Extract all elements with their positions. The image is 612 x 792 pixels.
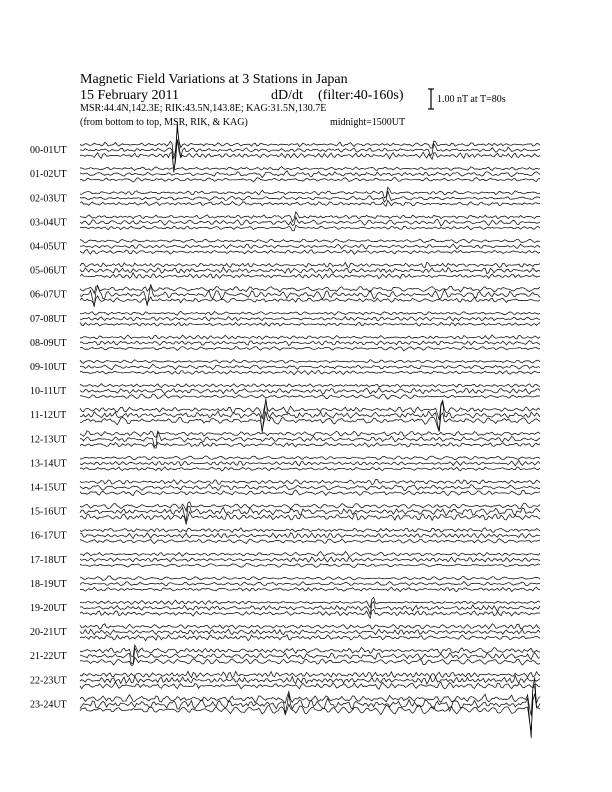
- trace-kag-23: [80, 694, 540, 731]
- trace-msr-18: [80, 576, 540, 581]
- component-label: dD/dt: [271, 88, 303, 103]
- chart-date: 15 February 2011: [80, 88, 180, 103]
- hour-label: 07-08UT: [30, 313, 67, 325]
- filter-label: (filter:40-160s): [318, 88, 404, 103]
- trace-msr-8: [80, 335, 540, 340]
- scale-label: 1.00 nT at T=80s: [437, 94, 506, 105]
- trace-msr-17: [80, 552, 540, 557]
- trace-kag-12: [80, 442, 540, 448]
- hour-label: 11-12UT: [30, 410, 67, 422]
- station-coordinates: MSR:44.4N,142.3E; RIK:43.5N,143.8E; KAG:31.5N,130.7E: [80, 103, 327, 114]
- hour-label: 00-01UT: [30, 145, 67, 157]
- hour-label: 17-18UT: [30, 554, 67, 566]
- hour-label: 09-10UT: [30, 361, 67, 373]
- trace-rik-16: [80, 533, 540, 539]
- trace-kag-1: [80, 177, 540, 182]
- hour-label: 14-15UT: [30, 482, 67, 494]
- hour-label: 03-04UT: [30, 217, 67, 229]
- trace-msr-0: [80, 128, 540, 159]
- station-order-note: (from bottom to top, MSR, RIK, & KAG): [80, 117, 248, 128]
- trace-msr-6: [80, 286, 540, 294]
- hour-label: 08-09UT: [30, 337, 67, 349]
- hour-label: 01-02UT: [30, 169, 67, 181]
- trace-msr-12: [80, 431, 540, 438]
- trace-kag-0: [80, 139, 540, 170]
- trace-kag-4: [80, 250, 540, 255]
- trace-msr-4: [80, 239, 540, 243]
- hour-label: 10-11UT: [30, 386, 67, 398]
- trace-rik-11: [80, 399, 540, 433]
- hour-label: 13-14UT: [30, 458, 67, 470]
- trace-kag-2: [80, 200, 540, 206]
- hour-label: 02-03UT: [30, 193, 67, 205]
- hour-label: 12-13UT: [30, 434, 67, 446]
- trace-msr-11: [80, 400, 540, 420]
- trace-kag-3: [80, 225, 540, 231]
- hour-label: 21-22UT: [30, 651, 67, 663]
- trace-kag-8: [80, 347, 540, 351]
- trace-msr-2: [80, 187, 540, 198]
- trace-kag-15: [80, 512, 540, 525]
- trace-rik-0: [80, 122, 540, 172]
- hour-label: 16-17UT: [30, 530, 67, 542]
- trace-msr-10: [80, 384, 540, 388]
- trace-rik-15: [80, 506, 540, 521]
- hour-label: 23-24UT: [30, 699, 67, 711]
- midnight-note: midnight=1500UT: [330, 117, 406, 128]
- trace-rik-13: [80, 460, 540, 465]
- trace-rik-20: [80, 629, 540, 635]
- trace-kag-19: [80, 609, 540, 618]
- trace-kag-9: [80, 370, 540, 374]
- hour-label: 18-19UT: [30, 578, 67, 590]
- hour-label: 06-07UT: [30, 289, 67, 301]
- trace-rik-18: [80, 582, 540, 586]
- trace-rik-5: [80, 267, 540, 274]
- hour-label: 04-05UT: [30, 241, 67, 253]
- hour-label: 05-06UT: [30, 265, 67, 277]
- chart-title: Magnetic Field Variations at 3 Stations in Japan: [80, 72, 348, 87]
- hour-label: 22-23UT: [30, 675, 67, 687]
- trace-kag-7: [80, 322, 540, 326]
- trace-kag-6: [80, 296, 540, 305]
- hour-label: 15-16UT: [30, 506, 67, 518]
- trace-rik-8: [80, 341, 540, 346]
- hour-label: 20-21UT: [30, 627, 67, 639]
- trace-rik-3: [80, 217, 540, 226]
- hour-label: 19-20UT: [30, 602, 67, 614]
